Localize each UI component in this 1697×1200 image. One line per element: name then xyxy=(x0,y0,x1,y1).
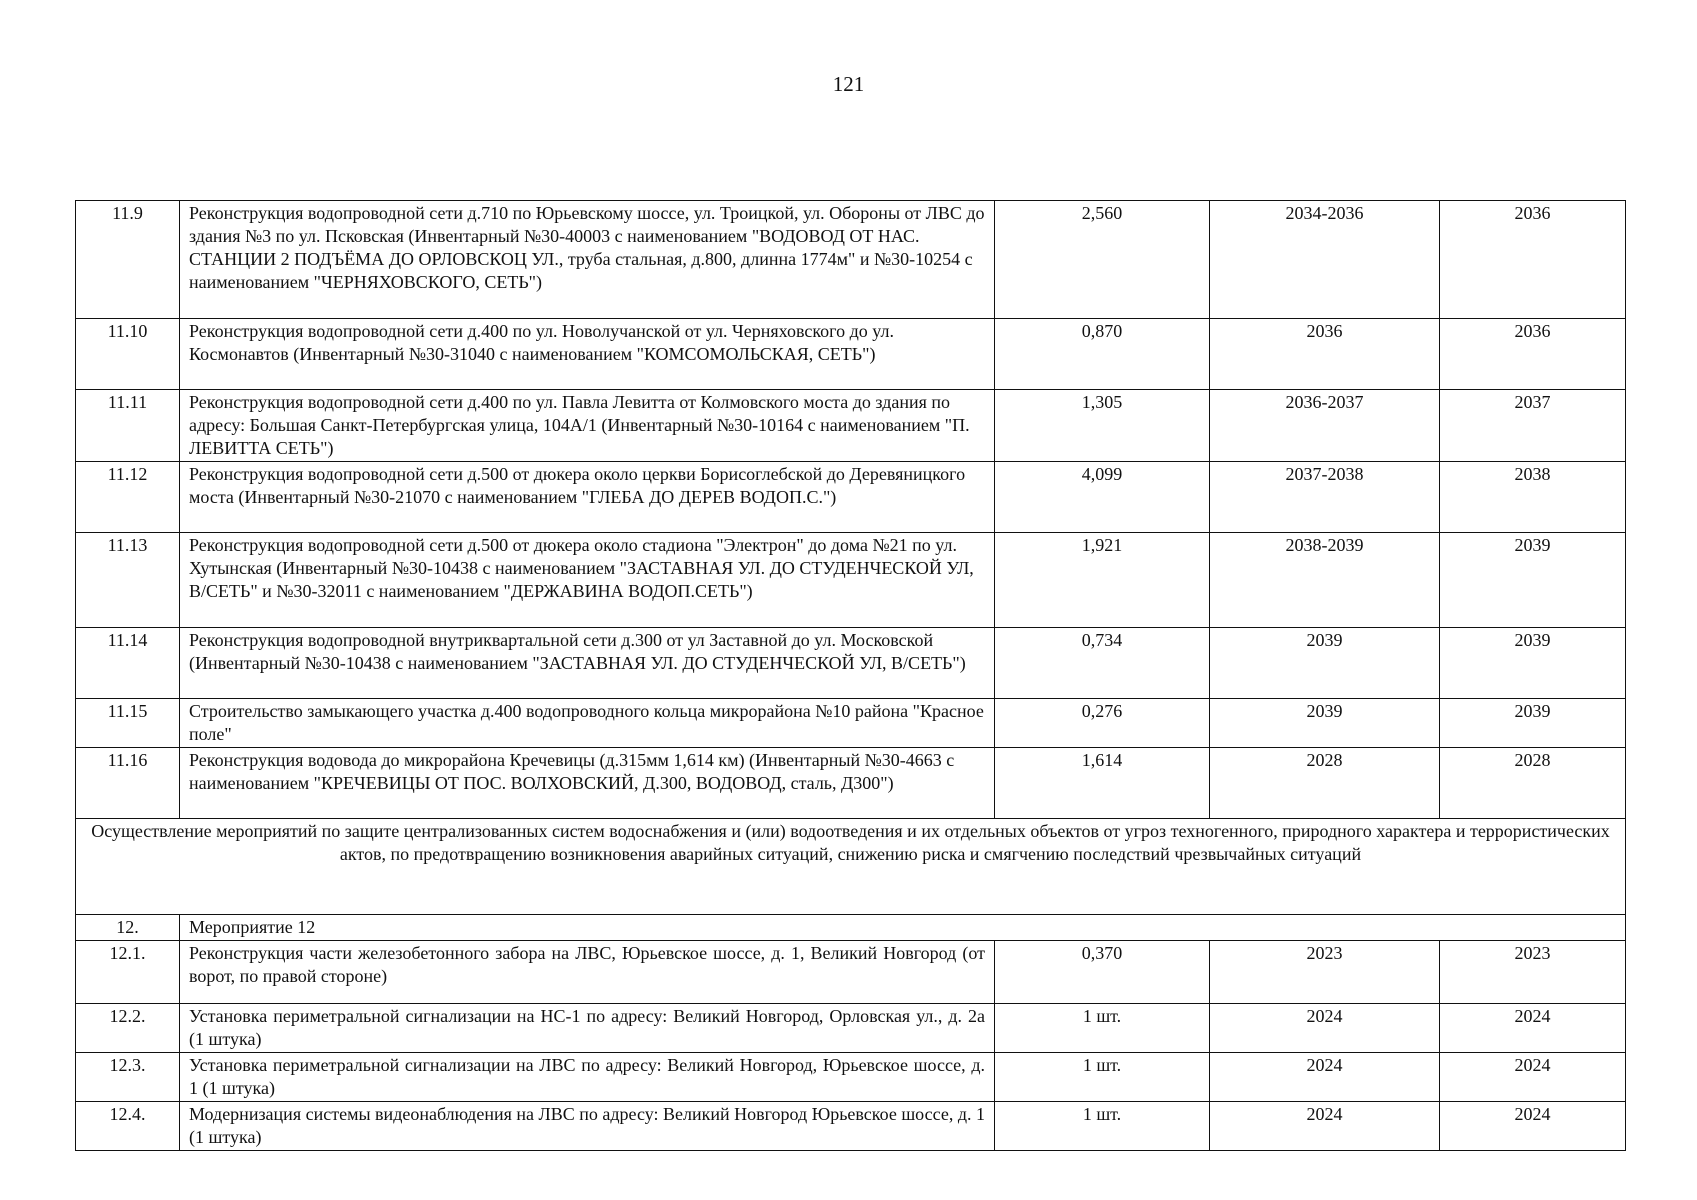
row-length: 4,099 xyxy=(995,462,1210,533)
section-heading-row xyxy=(76,819,1626,915)
measure-label: Мероприятие 12 xyxy=(180,915,1626,941)
table-row xyxy=(76,533,1626,628)
row-period: 2023 xyxy=(1210,941,1440,1004)
row-year: 2037 xyxy=(1440,390,1626,462)
row-year: 2023 xyxy=(1440,941,1626,1004)
row-length: 1 шт. xyxy=(995,1102,1210,1151)
row-period: 2034-2036 xyxy=(1210,201,1440,319)
row-number: 11.11 xyxy=(76,390,180,462)
row-length: 1,921 xyxy=(995,533,1210,628)
table-row xyxy=(76,1053,1626,1102)
row-period: 2036-2037 xyxy=(1210,390,1440,462)
row-number: 11.10 xyxy=(76,319,180,390)
table-row xyxy=(76,319,1626,390)
row-description: Реконструкция водопроводной сети д.500 от дюкера около стадиона "Электрон" до дома №21 по ул. Хутынская (Инвентарный №30-10438 с наименованием "ЗАСТАВНАЯ УЛ. ДО СТУДЕНЧЕСКОЙ УЛ, В/СЕТЬ" и №30-32011 с наименованием "ДЕРЖАВИНА ВОДОП.СЕТЬ") xyxy=(180,533,995,628)
row-description: Реконструкция части железобетонного забора на ЛВС, Юрьевское шоссе, д. 1, Великий Новгород (от ворот, по правой стороне) xyxy=(180,941,995,1004)
row-year: 2039 xyxy=(1440,628,1626,699)
row-period: 2024 xyxy=(1210,1053,1440,1102)
row-year: 2036 xyxy=(1440,201,1626,319)
row-year: 2024 xyxy=(1440,1102,1626,1151)
row-year: 2039 xyxy=(1440,699,1626,748)
row-number: 11.15 xyxy=(76,699,180,748)
row-description: Модернизация системы видеонаблюдения на ЛВС по адресу: Великий Новгород Юрьевское шоссе, д. 1 (1 штука) xyxy=(180,1102,995,1151)
row-number: 11.9 xyxy=(76,201,180,319)
table-row xyxy=(76,1004,1626,1053)
row-description: Реконструкция водопроводной внутриквартальной сети д.300 от ул Заставной до ул. Московской (Инвентарный №30-10438 с наименованием "ЗАСТАВНАЯ УЛ. ДО СТУДЕНЧЕСКОЙ УЛ, В/СЕТЬ") xyxy=(180,628,995,699)
row-description: Реконструкция водопроводной сети д.400 по ул. Новолучанской от ул. Черняховского до ул. Космонавтов (Инвентарный №30-31040 с наименованием "КОМСОМОЛЬСКАЯ, СЕТЬ") xyxy=(180,319,995,390)
row-period: 2024 xyxy=(1210,1102,1440,1151)
row-description: Установка периметральной сигнализации на НС-1 по адресу: Великий Новгород, Орловская ул., д. 2а (1 штука) xyxy=(180,1004,995,1053)
row-number: 12.4. xyxy=(76,1102,180,1151)
row-period: 2028 xyxy=(1210,748,1440,819)
row-length: 0,870 xyxy=(995,319,1210,390)
row-period: 2039 xyxy=(1210,699,1440,748)
row-length: 1,614 xyxy=(995,748,1210,819)
row-year: 2024 xyxy=(1440,1053,1626,1102)
row-period: 2024 xyxy=(1210,1004,1440,1053)
table-row xyxy=(76,941,1626,1004)
row-year: 2039 xyxy=(1440,533,1626,628)
row-year: 2024 xyxy=(1440,1004,1626,1053)
row-number: 11.13 xyxy=(76,533,180,628)
row-description: Строительство замыкающего участка д.400 водопроводного кольца микрорайона №10 района "Красное поле" xyxy=(180,699,995,748)
row-number: 11.12 xyxy=(76,462,180,533)
table-row xyxy=(76,699,1626,748)
table-row xyxy=(76,748,1626,819)
row-length: 1 шт. xyxy=(995,1004,1210,1053)
row-length: 0,276 xyxy=(995,699,1210,748)
row-year: 2036 xyxy=(1440,319,1626,390)
row-length: 1,305 xyxy=(995,390,1210,462)
row-number: 12.2. xyxy=(76,1004,180,1053)
measures-table xyxy=(75,200,1626,1151)
row-number: 11.16 xyxy=(76,748,180,819)
row-description: Реконструкция водопроводной сети д.500 от дюкера около церкви Борисоглебской до Деревяницкого моста (Инвентарный №30-21070 с наименованием "ГЛЕБА ДО ДЕРЕВ ВОДОП.С.") xyxy=(180,462,995,533)
table-row xyxy=(76,628,1626,699)
row-number: 12.1. xyxy=(76,941,180,1004)
row-period: 2039 xyxy=(1210,628,1440,699)
row-description: Установка периметральной сигнализации на ЛВС по адресу: Великий Новгород, Юрьевское шоссе, д. 1 (1 штука) xyxy=(180,1053,995,1102)
measure-number: 12. xyxy=(76,915,180,941)
row-length: 1 шт. xyxy=(995,1053,1210,1102)
row-number: 12.3. xyxy=(76,1053,180,1102)
table-row xyxy=(76,1102,1626,1151)
table-row xyxy=(76,201,1626,319)
row-number: 11.14 xyxy=(76,628,180,699)
row-period: 2038-2039 xyxy=(1210,533,1440,628)
page-number: 121 xyxy=(832,72,865,96)
row-length: 2,560 xyxy=(995,201,1210,319)
measure-row xyxy=(76,915,1626,941)
row-year: 2038 xyxy=(1440,462,1626,533)
table-row xyxy=(76,390,1626,462)
row-description: Реконструкция водовода до микрорайона Кречевицы (д.315мм 1,614 км) (Инвентарный №30-4663 с наименованием "КРЕЧЕВИЦЫ ОТ ПОС. ВОЛХОВСКИЙ, Д.300, ВОДОВОД, сталь, Д300") xyxy=(180,748,995,819)
row-year: 2028 xyxy=(1440,748,1626,819)
row-period: 2037-2038 xyxy=(1210,462,1440,533)
row-description: Реконструкция водопроводной сети д.710 по Юрьевскому шоссе, ул. Троицкой, ул. Обороны от ЛВС до здания №3 по ул. Псковская (Инвентарный №30-40003 с наименованием "ВОДОВОД ОТ НАС. СТАНЦИИ 2 ПОДЪЁМА ДО ОРЛОВСКОЦ УЛ., труба стальная, д.800, длинна 1774м" и №30-10254 с наименованием "ЧЕРНЯХОВСКОГО, СЕТЬ") xyxy=(180,201,995,319)
table-row xyxy=(76,462,1626,533)
row-length: 0,734 xyxy=(995,628,1210,699)
row-length: 0,370 xyxy=(995,941,1210,1004)
row-description: Реконструкция водопроводной сети д.400 по ул. Павла Левитта от Колмовского моста до здания по адресу: Большая Санкт-Петербургская улица, 104А/1 (Инвентарный №30-10164 с наименованием "П. ЛЕВИТТА СЕТЬ") xyxy=(180,390,995,462)
row-period: 2036 xyxy=(1210,319,1440,390)
section-heading: Осуществление мероприятий по защите централизованных систем водоснабжения и (или) водоотведения и их отдельных объектов от угроз техногенного, природного характера и террористических актов, по предотвращению возникновения аварийных ситуаций, снижению риска и смягчению последствий чрезвычайных ситуаций xyxy=(76,819,1626,915)
